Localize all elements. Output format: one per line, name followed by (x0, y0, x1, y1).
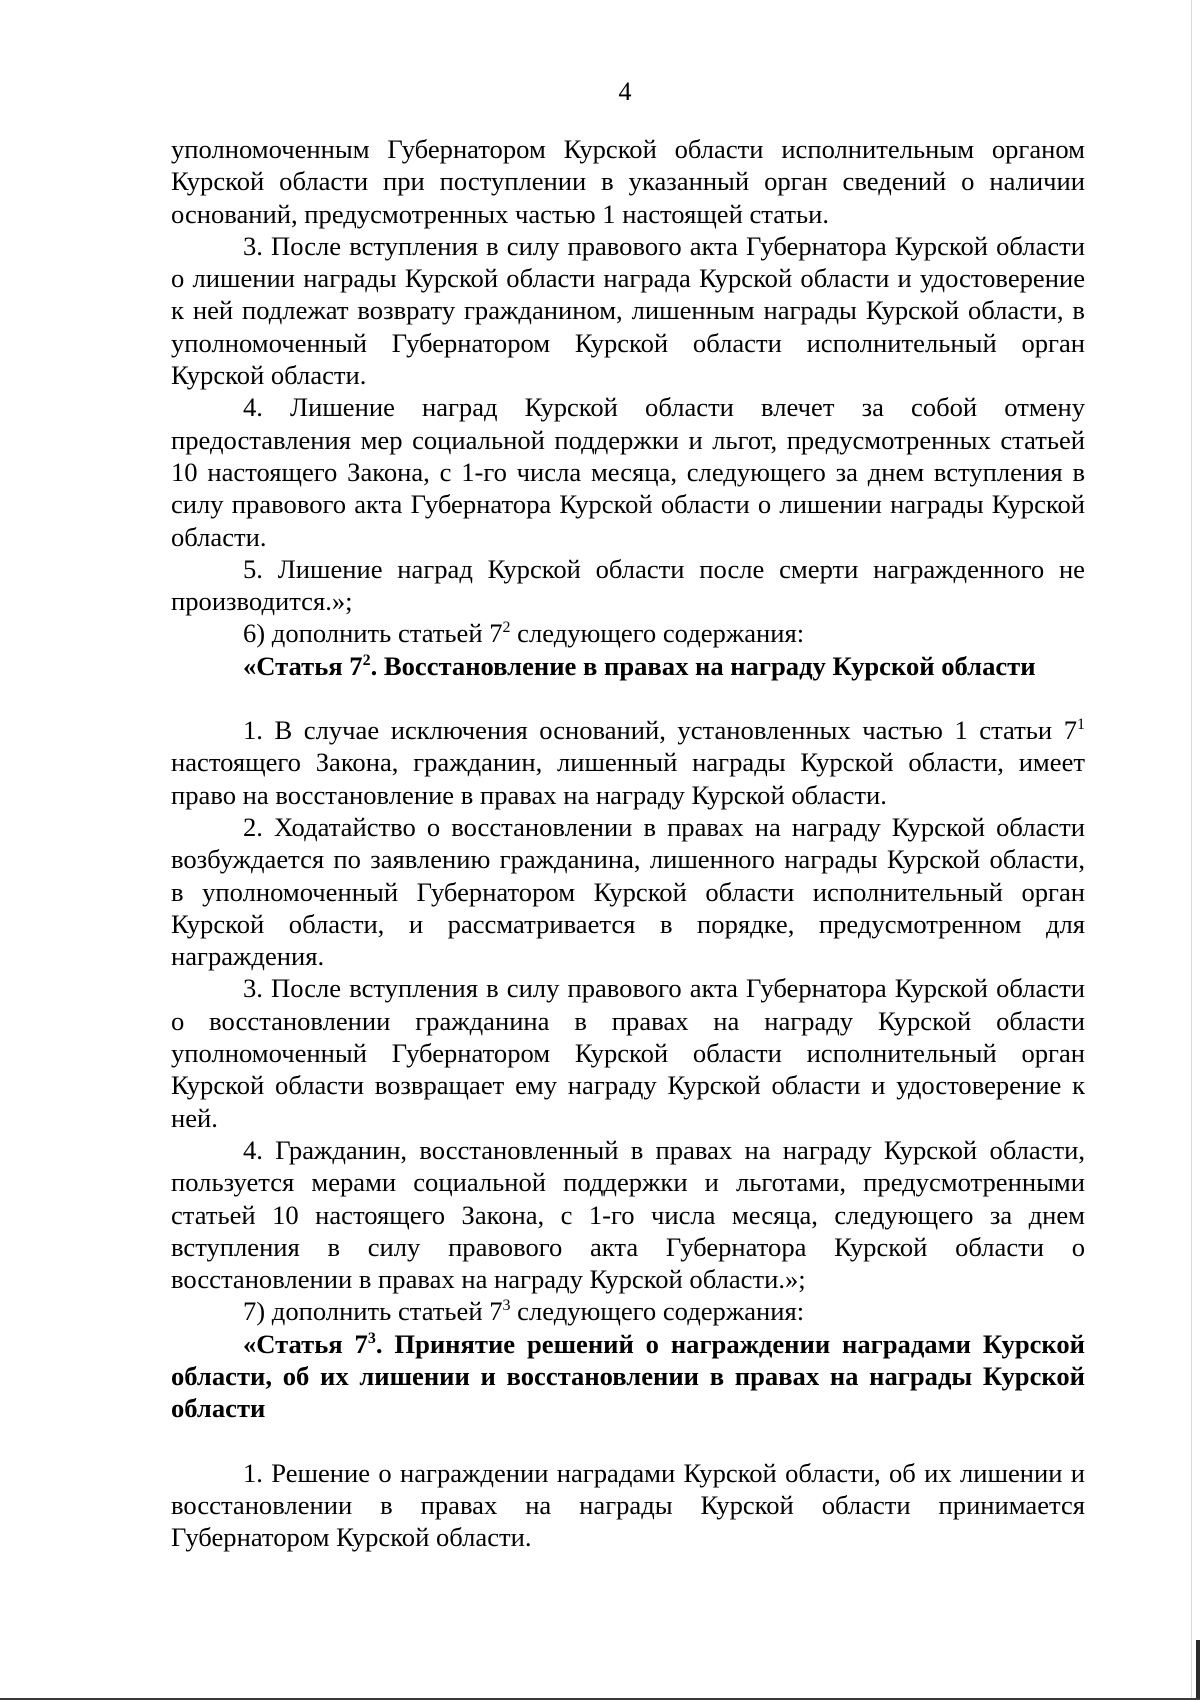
paragraph-item-5-deprivation: 5. Лишение наград Курской области после смерти награжденного не производится.»; (171, 553, 1085, 617)
article-7-2-item-1-superscript: 1 (1077, 716, 1085, 734)
amendment-6-text-end: следующего содержания: (510, 618, 805, 649)
amendment-7-text-end: следующего содержания: (510, 1296, 805, 1327)
paragraph-continuation: уполномоченным Губернатором Курской области исполнительным органом Курской области при поступлении в указанный орган сведений о наличии оснований, предусмотренных частью 1 настоящей статьи. (171, 134, 1085, 229)
article-7-2-item-1-start: 1. В случае исключения оснований, установленных частью 1 статьи 7 (243, 715, 1078, 746)
paragraph-article-7-2-item-1 (171, 714, 1085, 811)
article-7-3-heading-start: «Статья 7 (243, 1328, 368, 1359)
blank-line (171, 1425, 1085, 1457)
article-7-3-heading-title: . Принятие решений о награждении наградами Курской области, об их лишении и восстановлении в правах на награды Курской области (171, 1328, 1086, 1424)
article-7-2-heading-title: . Восстановление в правах на награду Курской области (370, 650, 1036, 681)
paragraph-item-4-deprivation: 4. Лишение наград Курской области влечет за собой отмену предоставления мер социальной поддержки и льгот, предусмотренных статьей 10 настоящего Закона, с 1-го числа месяца, следующего за днем вступления в силу правового акта Губернатора Курской области о лишении награды Курской области. (171, 392, 1085, 552)
amendment-6-superscript: 2 (502, 619, 511, 637)
amendment-7-superscript: 3 (502, 1297, 511, 1315)
paragraph-article-7-2-item-3: 3. После вступления в силу правового акта Губернатора Курской области о восстановлении гражданина в правах на награду Курской области уполномоченный Губернатором Курской области исполнительный орган Курской области возвращает ему награду Курской области и удостоверение к ней. (171, 973, 1085, 1133)
article-7-2-item-1-end: настоящего Закона, гражданин, лишенный награды Курской области, имеет право на восстановление в правах на награду Курской области. (171, 747, 1085, 810)
amendment-7-text: 7) дополнить статьей 7 (243, 1296, 503, 1327)
scan-edge-line (1191, 0, 1192, 1700)
paragraph-amendment-7 (171, 1295, 1085, 1327)
paragraph-article-7-2-item-4: 4. Гражданин, восстановленный в правах на награду Курской области, пользуется мерами социальной поддержки и льготами, предусмотренными статьей 10 настоящего Закона, с 1-го числа месяца, следующего за днем вступления в силу правового акта Губернатора Курской области о восстановлении в правах на награду Курской области.»; (171, 1134, 1085, 1295)
document-body (171, 133, 1085, 1553)
paragraph-item-3-deprivation: 3. После вступления в силу правового акта Губернатора Курской области о лишении награды Курской области награда Курской области и удостоверение к ней подлежат возврату гражданином, лишенным награды Курской области, в уполномоченный Губернатором Курской области исполнительный орган Курской области. (171, 230, 1085, 391)
paragraph-article-7-3-item-1: 1. Решение о награждении наградами Курской области, об их лишении и восстановлении в правах на награды Курской области принимается Губернатором Курской области. (171, 1457, 1085, 1553)
article-7-2-heading-start: «Статья 7 (243, 650, 363, 681)
paragraph-amendment-6 (171, 617, 1085, 649)
scan-edge-shadow (1196, 1640, 1200, 1700)
article-7-2-heading-superscript: 2 (362, 651, 371, 669)
article-7-3-heading (171, 1328, 1085, 1425)
article-7-3-heading-superscript: 3 (367, 1329, 376, 1347)
page-number: 4 (618, 77, 632, 106)
blank-line (171, 682, 1085, 714)
amendment-6-text: 6) дополнить статьей 7 (243, 618, 503, 649)
paragraph-article-7-2-item-2: 2. Ходатайство о восстановлении в правах на награду Курской области возбуждается по заявлению гражданина, лишенного награды Курской области, в уполномоченный Губернатором Курской области исполнительный орган Курской области, и рассматривается в порядке, предусмотренном для награждения. (171, 811, 1085, 972)
article-7-2-heading (171, 650, 1085, 682)
